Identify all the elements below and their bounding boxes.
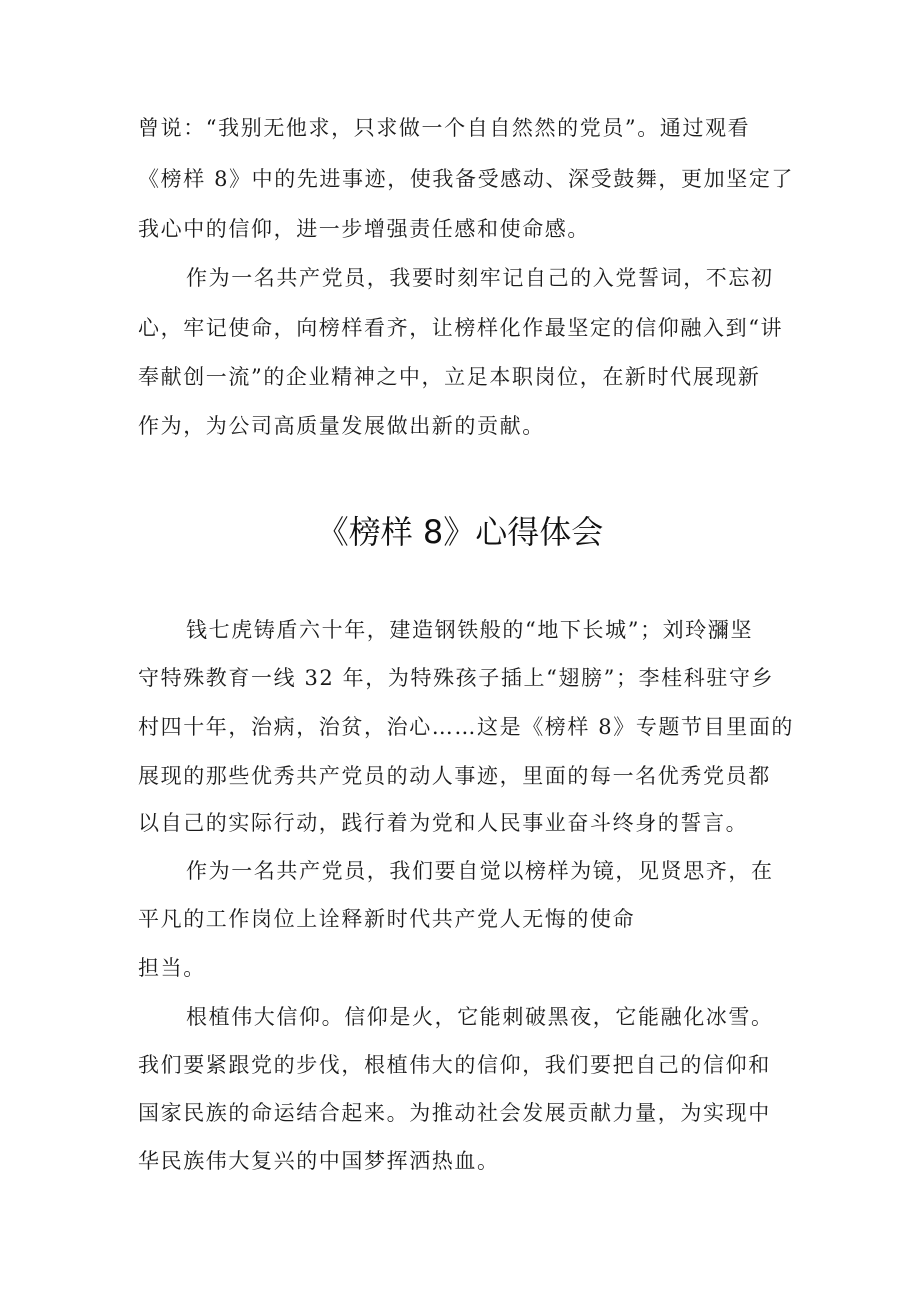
paragraph-line: 村四十年，治病，治贫，治心……这是《榜样 8》专题节目里面的 bbox=[138, 715, 795, 739]
paragraph-line: 钱七虎铸盾六十年，建造钢铁般的“地下长城”；刘玲瀰坚 bbox=[186, 618, 754, 642]
paragraph-line: 《榜样 8》中的先进事迹，使我备受感动、深受鼓舞，更加坚定了 bbox=[138, 167, 795, 191]
paragraph-line: 根植伟大信仰。信仰是火，它能刺破黑夜，它能融化冰雪。 bbox=[186, 1005, 774, 1029]
paragraph-line: 心，牢记使命，向榜样看齐，让榜样化作最坚定的信仰融入到“讲 bbox=[138, 316, 784, 340]
paragraph-line: 曾说：“我别无他求，只求做一个自自然然的党员”。通过观看 bbox=[138, 116, 751, 140]
paragraph-line: 我们要紧跟党的步伐，根植伟大的信仰，我们要把自己的信仰和 bbox=[138, 1053, 771, 1077]
paragraph-line: 国家民族的命运结合起来。为推动社会发展贡献力量，为实现中 bbox=[138, 1101, 771, 1125]
paragraph-line: 平凡的工作岗位上诠释新时代共产党人无悔的使命 bbox=[138, 907, 636, 931]
paragraph-line: 担当。 bbox=[138, 956, 206, 980]
paragraph-line: 展现的那些优秀共产党员的动人事迹，里面的每一名优秀党员都 bbox=[138, 764, 771, 788]
paragraph-line: 作为一名共产党员，我们要自觉以榜样为镜，见贤思齐，在 bbox=[186, 859, 774, 883]
paragraph-line: 华民族伟大复兴的中国梦挥洒热血。 bbox=[138, 1149, 500, 1173]
paragraph-line: 我心中的信仰，进一步增强责任感和使命感。 bbox=[138, 217, 590, 241]
paragraph-line: 作为一名共产党员，我要时刻牢记自己的入党誓词，不忘初 bbox=[186, 266, 774, 290]
paragraph-line: 以自己的实际行动，践行着为党和人民事业奋斗终身的誓言。 bbox=[138, 811, 749, 835]
paragraph-line: 守特殊教育一线 32 年，为特殊孩子插上“翅膀”；李桂科驻守乡 bbox=[138, 666, 775, 690]
document-title: 《榜样 8》心得体会 bbox=[316, 513, 604, 551]
paragraph-line: 作为，为公司高质量发展做出新的贡献。 bbox=[138, 414, 545, 438]
paragraph-line: 奉献创一流”的企业精神之中，立足本职岗位，在新时代展现新 bbox=[138, 365, 761, 389]
